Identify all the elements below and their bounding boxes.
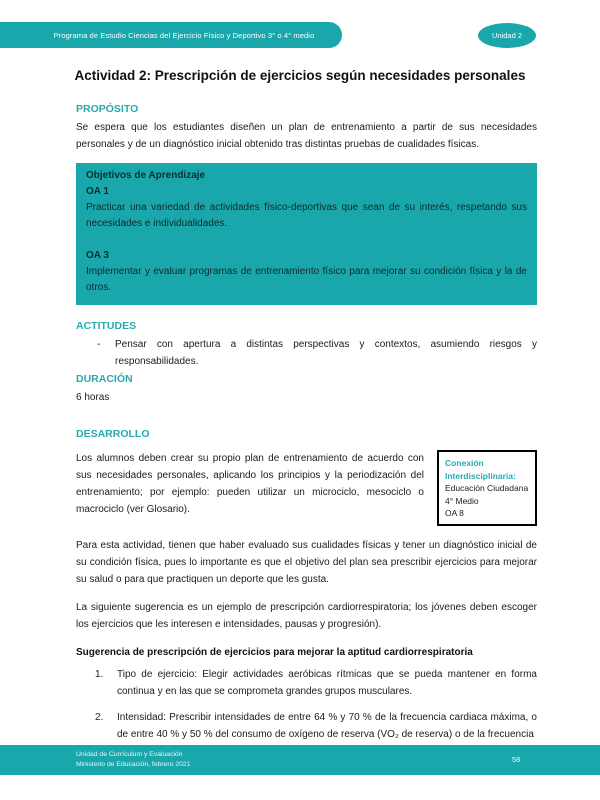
oa3-code: OA 3 bbox=[86, 250, 109, 261]
actitudes-bullet-text: Pensar con apertura a distintas perspectivas y contextos, asumiendo riesgos y responsabilidades. bbox=[115, 339, 537, 367]
connection-box-line: Educación Ciudadana bbox=[445, 483, 529, 493]
footer-line-1: Unidad de Currículum y Evaluación bbox=[76, 751, 183, 758]
program-title: Programa de Estudio Ciencias del Ejercicio Físico y Deportivo 3° o 4° medio bbox=[53, 30, 315, 40]
desarrollo-first-row bbox=[76, 450, 537, 526]
connection-box-heading: Conexión Interdisciplinaria: bbox=[445, 458, 516, 481]
oa1-code: OA 1 bbox=[86, 186, 109, 197]
desarrollo-heading: DESARROLLO bbox=[76, 428, 150, 440]
item-1-number: 1. bbox=[95, 668, 104, 680]
interdisciplinary-connection-box bbox=[437, 450, 537, 526]
page-content bbox=[76, 103, 537, 752]
item-2-text: Intensidad: Prescribir intensidades de entre 64 % y 70 % de la frecuencia cardiaca máxima, o de entre 40 % y 50 % del consumo de oxígeno de reserva (VO₂ de reserva) o de la frecuencia bbox=[117, 711, 537, 740]
unit-badge-label: Unidad 2 bbox=[491, 31, 523, 40]
oa-box-spacer bbox=[86, 232, 527, 248]
oa3-text: Implementar y evaluar programas de entrenamiento físico para mejorar su condición física y la de otros. bbox=[86, 266, 527, 293]
oa-box-heading: Objetivos de Aprendizaje bbox=[86, 170, 206, 181]
connection-box-line: OA 8 bbox=[445, 508, 464, 518]
actitudes-heading: ACTITUDES bbox=[76, 320, 137, 332]
suggestion-heading: Sugerencia de prescripción de ejercicios para mejorar la aptitud cardiorrespiratoria bbox=[76, 646, 473, 658]
numbered-item-1 bbox=[95, 666, 537, 700]
unit-badge bbox=[478, 23, 536, 48]
item-1-text: Tipo de ejercicio: Elegir actividades aeróbicas rítmicas que se pueda mantener en forma continua y en las que se comprometa grandes grupos musculares. bbox=[117, 668, 537, 697]
program-header-bar bbox=[0, 22, 342, 48]
page-footer-bar bbox=[0, 745, 600, 775]
proposito-text: Se espera que los estudiantes diseñen un plan de entrenamiento a partir de sus necesidades personales y de un diagnóstico inicial obtenido tras distintas pruebas de cualidades físicas. bbox=[76, 122, 537, 150]
learning-objectives-box bbox=[76, 163, 537, 305]
desarrollo-paragraph-1: Los alumnos deben crear su propio plan de entrenamiento de acuerdo con sus necesidades personales, aplicando los principios y la periodización del entrenamiento; por ejemplo: pueden utilizar un microciclo, mesociclo o macrociclo (ver Glosario). bbox=[76, 453, 424, 515]
bullet-dash-marker: - bbox=[97, 339, 101, 350]
desarrollo-paragraph-2: Para esta actividad, tienen que haber evaluado sus cualidades físicas y tener un diagnóstico inicial de su condición física, pues lo importante es que el objetivo del plan sea prescribir ejercicios para mejorar su salud o para que practiquen un deporte que les gusta. bbox=[76, 539, 537, 585]
actitudes-bullet-item bbox=[97, 336, 537, 370]
connection-box-line: 4° Medio bbox=[445, 495, 479, 506]
desarrollo-paragraph-3: La siguiente sugerencia es un ejemplo de prescripción cardiorrespiratoria; los jóvenes deben escoger los ejercicios que les interesen e intensidades, pausas y progresión). bbox=[76, 601, 537, 630]
activity-title: Actividad 2: Prescripción de ejercicios según necesidades personales bbox=[74, 68, 526, 83]
footer-line-2: Ministerio de Educación, febrero 2021 bbox=[76, 760, 191, 768]
numbered-item-2 bbox=[95, 709, 537, 743]
page-number: 58 bbox=[512, 755, 521, 764]
duracion-value: 6 horas bbox=[76, 392, 110, 403]
item-2-number: 2. bbox=[95, 711, 104, 723]
footer-credits bbox=[76, 750, 190, 769]
proposito-heading: PROPÓSITO bbox=[76, 103, 139, 115]
oa1-text: Practicar una variedad de actividades físico-deportivas que sean de su interés, respetando sus necesidades e individualidades. bbox=[86, 202, 527, 229]
duracion-heading: DURACIÓN bbox=[76, 373, 133, 385]
